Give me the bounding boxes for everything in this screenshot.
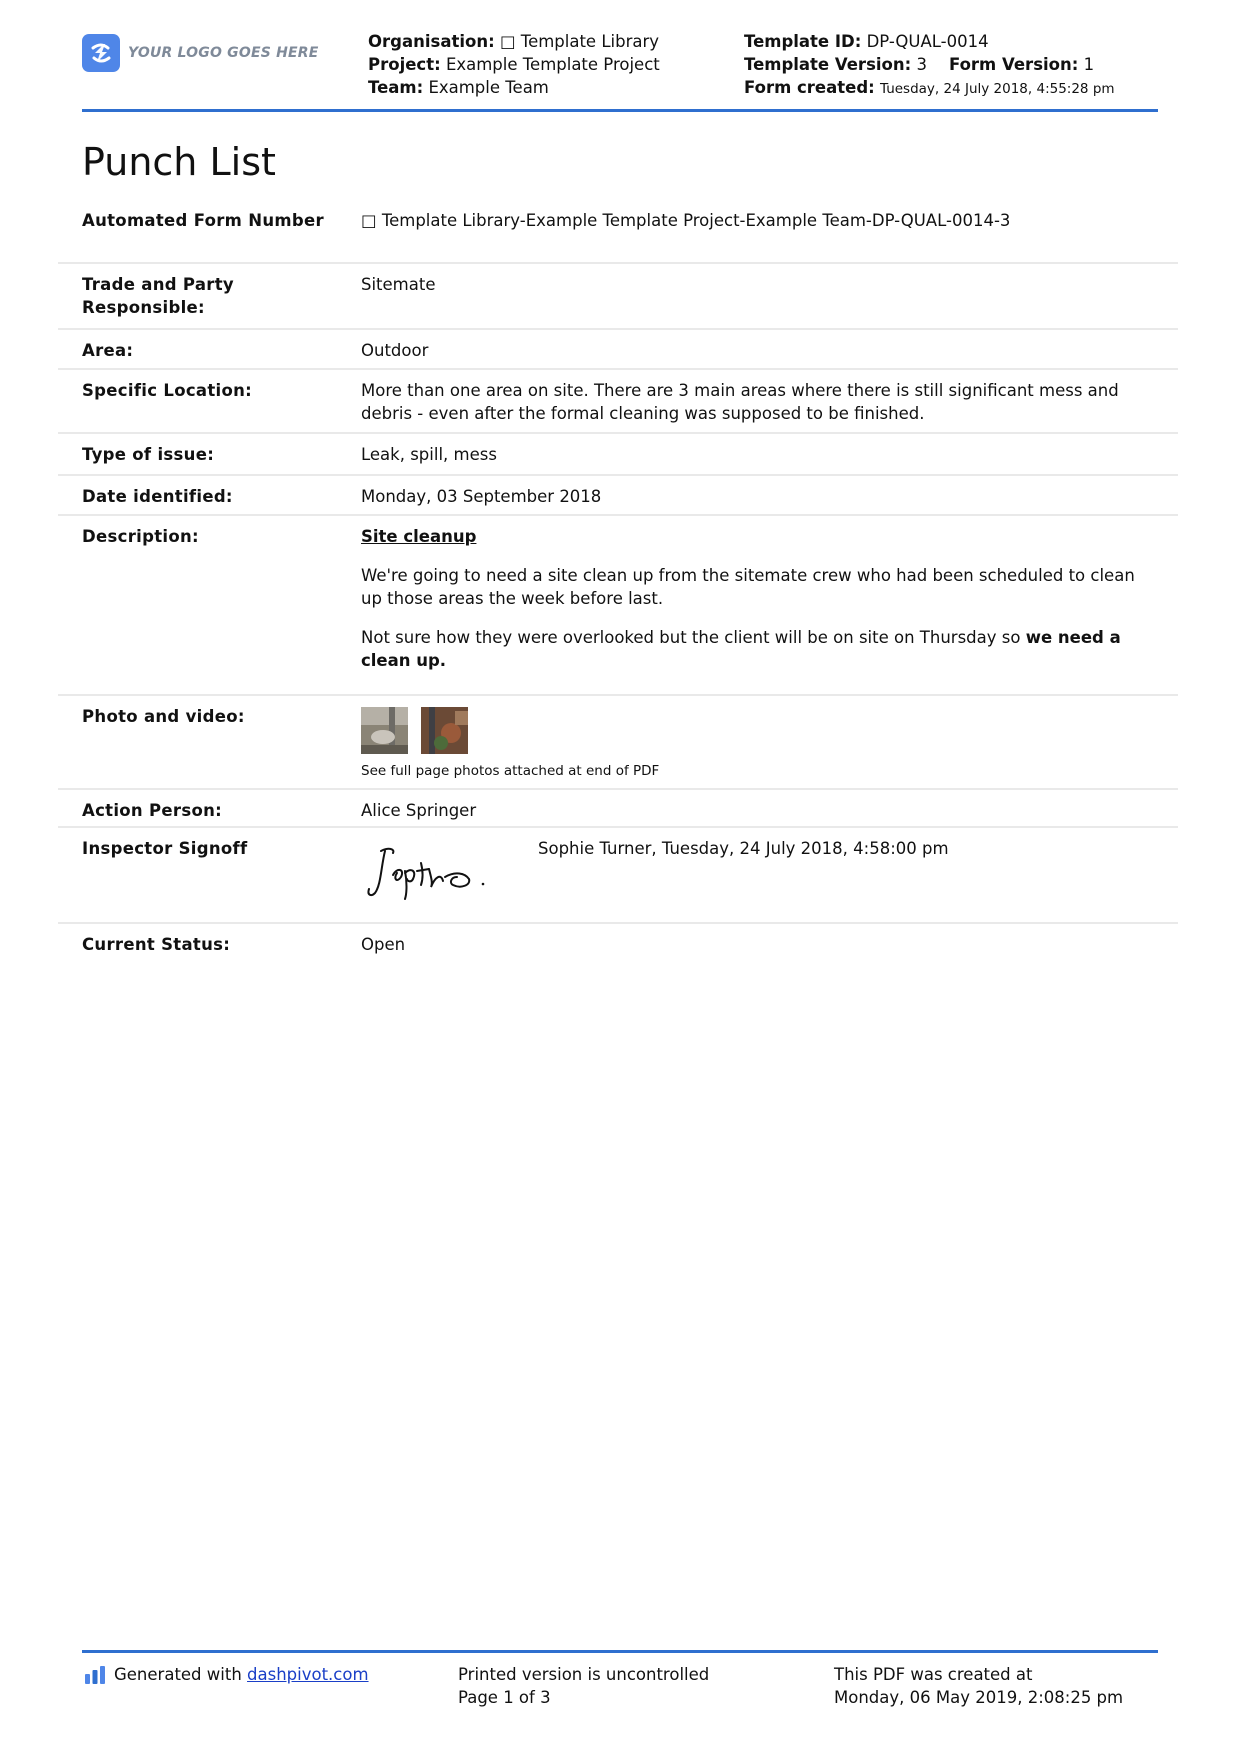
bar-chart-icon [84,1666,106,1684]
photo-note: See full page photos attached at end of PDF [361,763,660,779]
trade-value: Sitemate [361,275,436,294]
organisation-meta [368,30,660,99]
generated-with [84,1663,369,1686]
area-value: Outdoor [361,341,429,360]
form-version-label: Form Version: [948,55,1079,74]
form-created-value: Tuesday, 24 July 2018, 4:55:28 pm [880,81,1115,97]
form-fields [58,200,1178,964]
dashpivot-link[interactable]: dashpivot.com [247,1665,369,1684]
organisation-label: Organisation: [368,32,495,51]
form-version-value: 1 [1083,55,1095,74]
company-logo [82,34,319,72]
form-created-label: Form created: [744,78,875,97]
status-label: Current Status: [82,935,231,954]
area-label: Area: [82,341,134,360]
field-row-photo [58,696,1178,790]
field-row-action-person [58,790,1178,828]
logo-text: YOUR LOGO GOES HERE [128,45,319,61]
field-row-area [58,330,1178,370]
status-value: Open [361,935,406,954]
location-label: Specific Location: [82,381,253,400]
description-label: Description: [82,527,199,546]
field-row-form-number [58,200,1178,264]
photo-thumbnail-2[interactable] [421,707,468,754]
field-row-location [58,370,1178,434]
project-label: Project: [368,55,441,74]
template-version-value: 3 [916,55,927,74]
signoff-label: Inspector Signoff [82,839,248,858]
signature-image [361,837,511,913]
action-person-value: Alice Springer [361,801,477,820]
field-row-signoff [58,828,1178,924]
field-row-status [58,924,1178,964]
pdf-created [834,1663,1123,1709]
page-number: Page 1 of 3 [458,1688,551,1707]
issue-label: Type of issue: [82,445,215,464]
signature-drawing [361,837,501,907]
description-p2-text: Not sure how they were overlooked but the client will be on site on Thursday so [361,628,1026,647]
description-p2-bold: we need a clean up. [361,628,1121,670]
issue-value: Leak, spill, mess [361,445,497,464]
description-title: Site cleanup [361,527,477,546]
generated-prefix: Generated with [114,1665,248,1684]
team-label: Team: [368,78,424,97]
page-header [82,30,1158,108]
uncontrolled-text: Printed version is uncontrolled [458,1665,710,1684]
field-row-description [58,516,1178,696]
project-value: Example Template Project [445,55,660,74]
template-meta [744,30,1115,101]
footer-divider [82,1650,1158,1653]
photo-thumbnails [361,707,1151,754]
uncontrolled-notice [458,1663,709,1709]
description-paragraph-1: We're going to need a site clean up from the sitemate crew who had been scheduled to clean up those areas the week before last. [361,566,1135,608]
page-footer [82,1663,1158,1723]
date-label: Date identified: [82,487,233,506]
pdf-created-label: This PDF was created at [834,1665,1033,1684]
template-id-value: DP-QUAL-0014 [866,32,989,51]
field-row-trade [58,264,1178,330]
team-value: Example Team [428,78,549,97]
photo-thumbnail-1[interactable] [361,707,408,754]
pdf-created-value: Monday, 06 May 2019, 2:08:25 pm [834,1688,1124,1707]
location-value: More than one area on site. There are 3 main areas where there is still significant mess and debris - even after the formal cleaning was supposed to be finished. [361,381,1119,423]
description-value [361,525,1151,672]
header-divider [82,109,1158,112]
description-paragraph-2 [361,626,1151,672]
date-value: Monday, 03 September 2018 [361,487,602,506]
logo-mark-icon [82,34,120,72]
page-title: Punch List [82,140,276,184]
photo-value [361,705,1151,783]
field-row-date [58,476,1178,516]
signoff-value: Sophie Turner, Tuesday, 24 July 2018, 4:58:00 pm [538,839,949,858]
template-version-label: Template Version: [744,55,912,74]
field-row-issue [58,434,1178,476]
trade-label: Trade and Party Responsible: [82,275,234,317]
organisation-value: □ Template Library [499,32,660,51]
form-number-value: □ Template Library-Example Template Project-Example Team-DP-QUAL-0014-3 [361,211,1011,230]
action-person-label: Action Person: [82,801,223,820]
template-id-label: Template ID: [744,32,862,51]
form-number-label: Automated Form Number [82,211,324,230]
photo-label: Photo and video: [82,707,245,726]
